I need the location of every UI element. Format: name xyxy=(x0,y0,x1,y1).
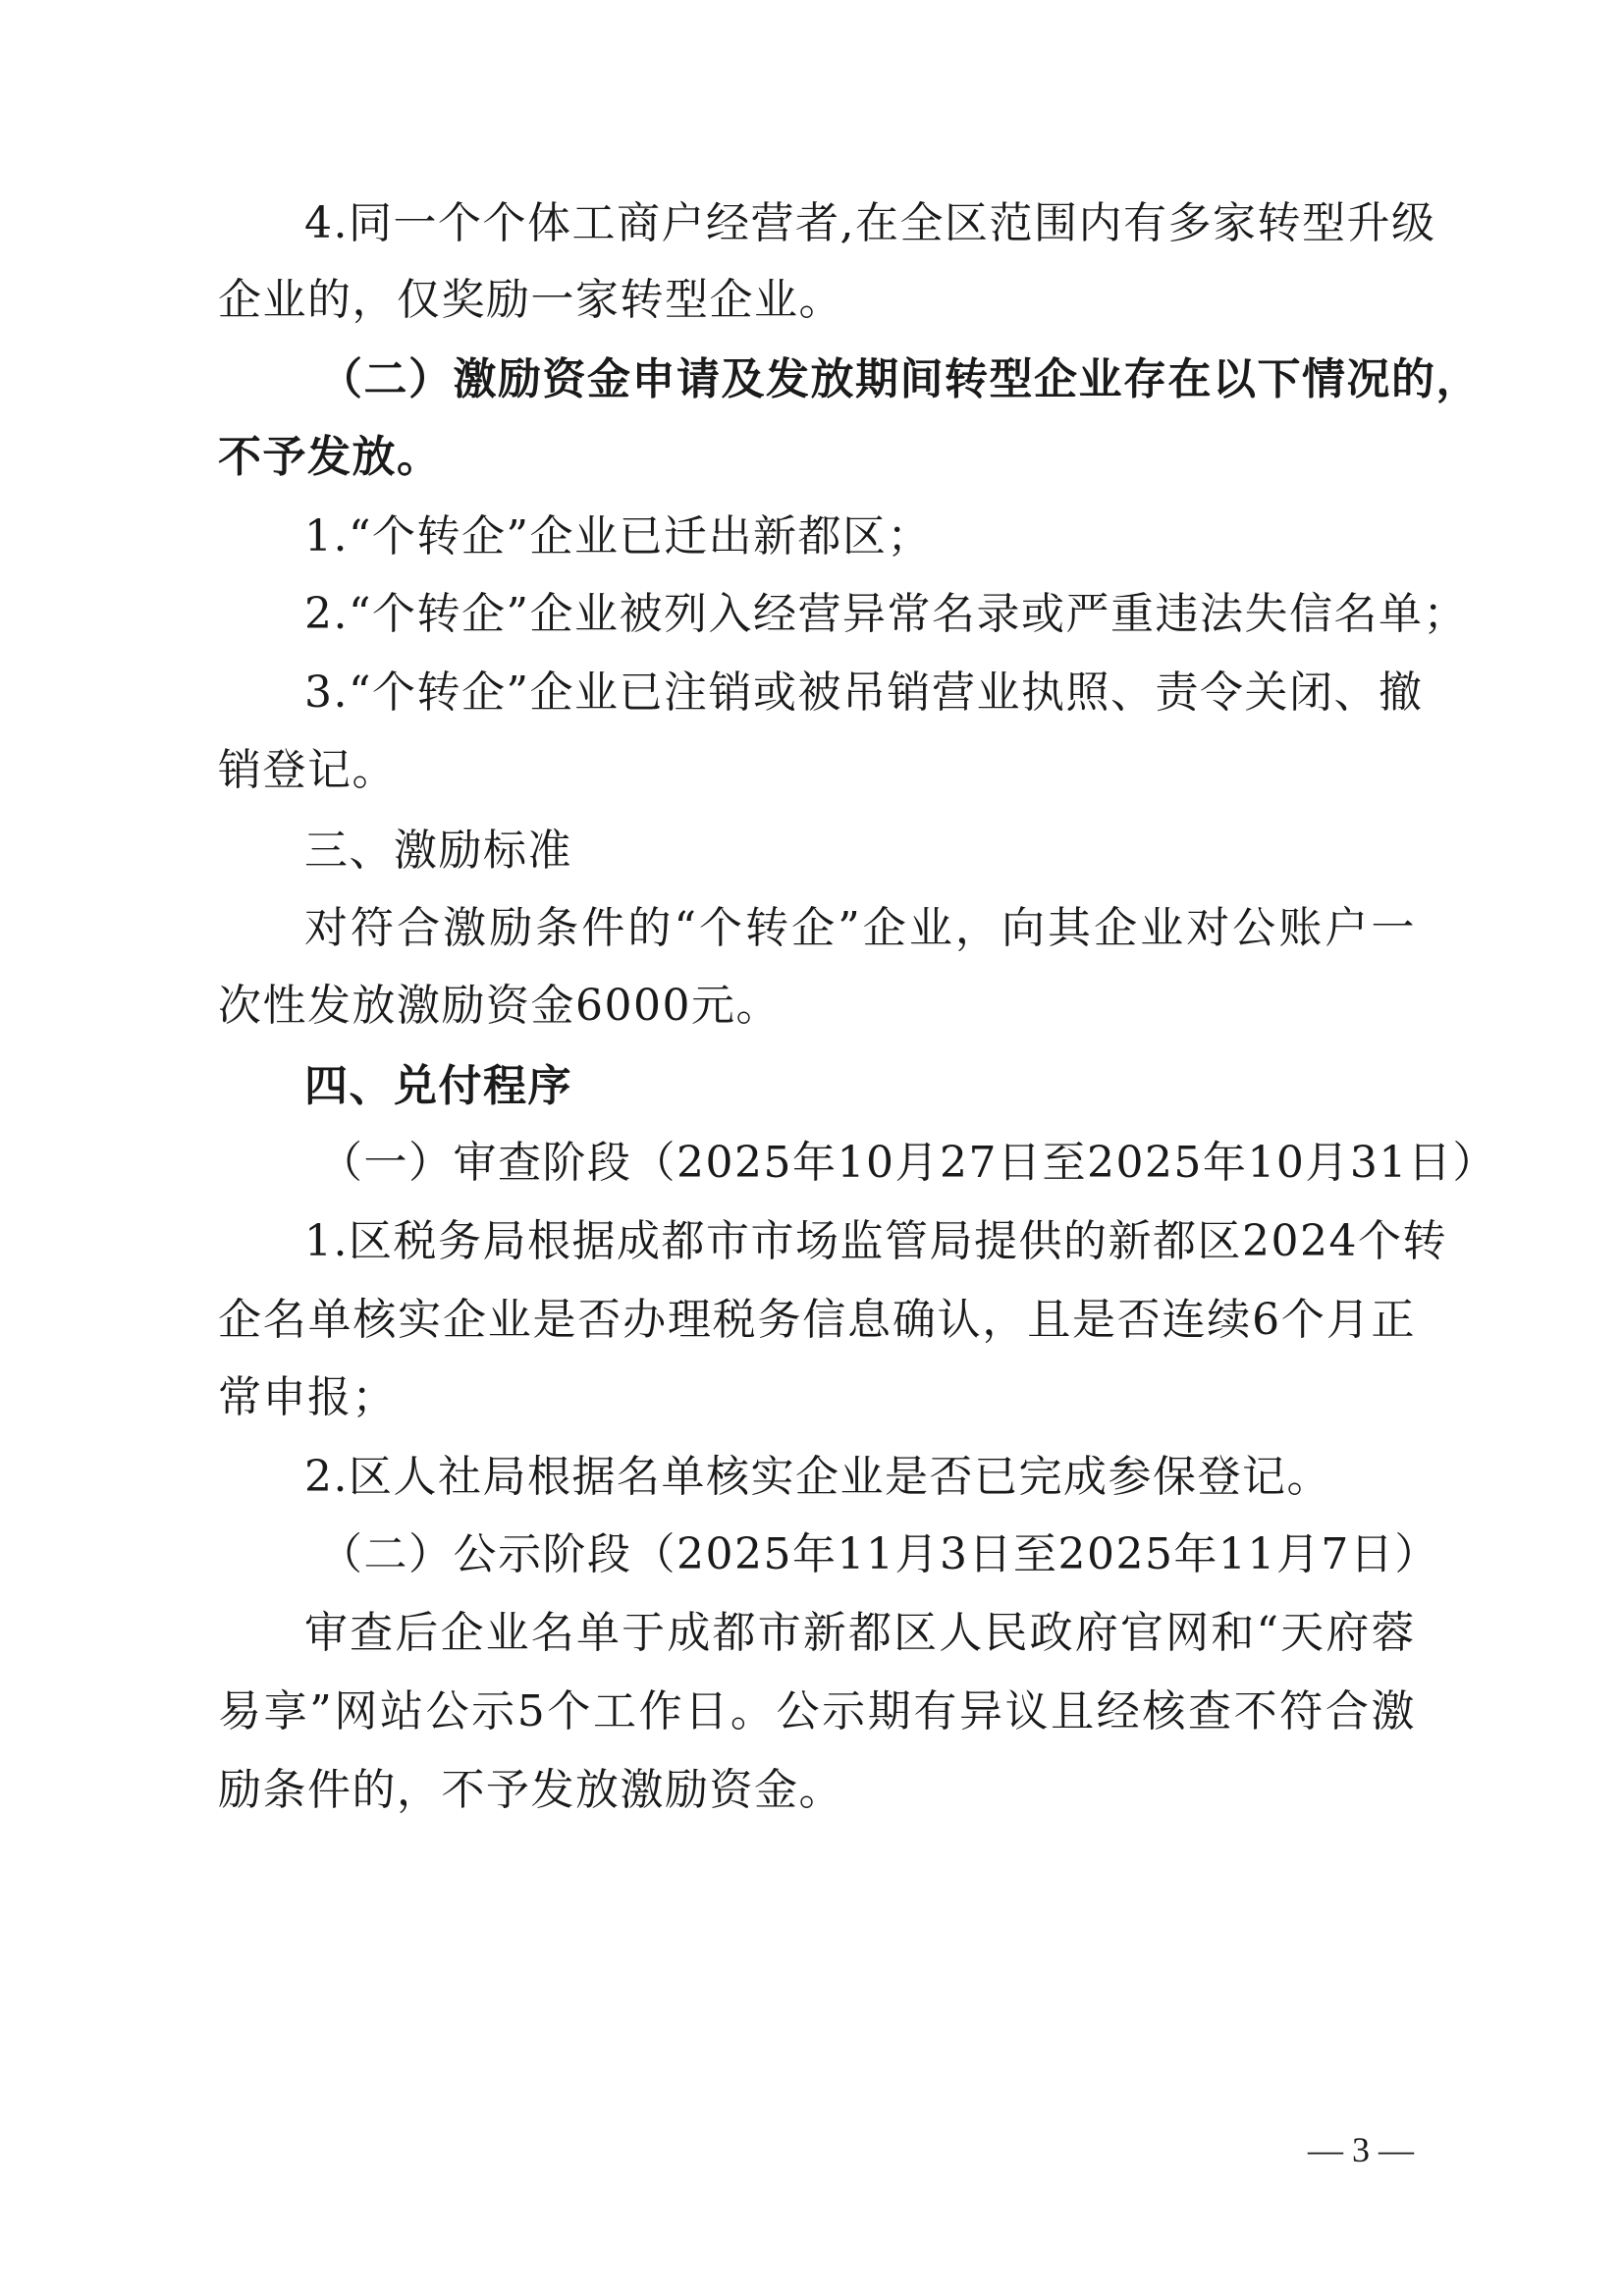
body-line-20: 易享”网站公示5个工作日。公示期有异议且经核查不符合激 xyxy=(218,1686,1416,1736)
subsection-heading-4-2: （二）公示阶段（2025年11月3日至2025年11月7日） xyxy=(319,1529,1439,1579)
subsection-heading-4-1: （一）审查阶段（2025年10月27日至2025年10月31日） xyxy=(319,1138,1497,1188)
list-item-2: 2.“个转企”企业被列入经营异常名录或严重违法失信名单； xyxy=(304,589,1468,639)
body-line-11: 次性发放激励资金6000元。 xyxy=(218,981,781,1031)
body-line-4: 不予发放。 xyxy=(218,432,442,482)
body-line-16: 常申报； xyxy=(218,1372,397,1422)
body-line-10: 对符合激励条件的“个转企”企业，向其企业对公账户一 xyxy=(304,903,1416,953)
section-heading-2-2: （二）激励资金申请及发放期间转型企业存在以下情况的， xyxy=(319,354,1481,404)
body-line-15: 企名单核实企业是否办理税务信息确认，且是否连续6个月正 xyxy=(218,1295,1416,1345)
body-line-2: 企业的，仅奖励一家转型企业。 xyxy=(218,275,843,325)
list-item-1: 1.“个转企”企业已迁出新都区； xyxy=(304,511,932,561)
list-item-3: 3.“个转企”企业已注销或被吊销营业执照、责令关闭、撤 xyxy=(304,667,1424,718)
body-line-21: 励条件的，不予发放激励资金。 xyxy=(218,1765,843,1815)
section-heading-3: 三、激励标准 xyxy=(304,826,572,876)
list-item-3-cont: 销登记。 xyxy=(218,745,397,795)
body-line-14: 1.区税务局根据成都市市场监管局提供的新都区2024个转 xyxy=(304,1216,1447,1266)
section-heading-4: 四、兑付程序 xyxy=(304,1061,572,1111)
page-number: — 3 — xyxy=(1308,2130,1414,2169)
body-line-17: 2.区人社局根据名单核实企业是否已完成参保登记。 xyxy=(304,1452,1331,1502)
body-line-19: 审查后企业名单于成都市新都区人民政府官网和“天府蓉 xyxy=(304,1608,1416,1658)
body-line-1: 4.同一个个体工商户经营者,在全区范围内有多家转型升级 xyxy=(304,198,1436,248)
